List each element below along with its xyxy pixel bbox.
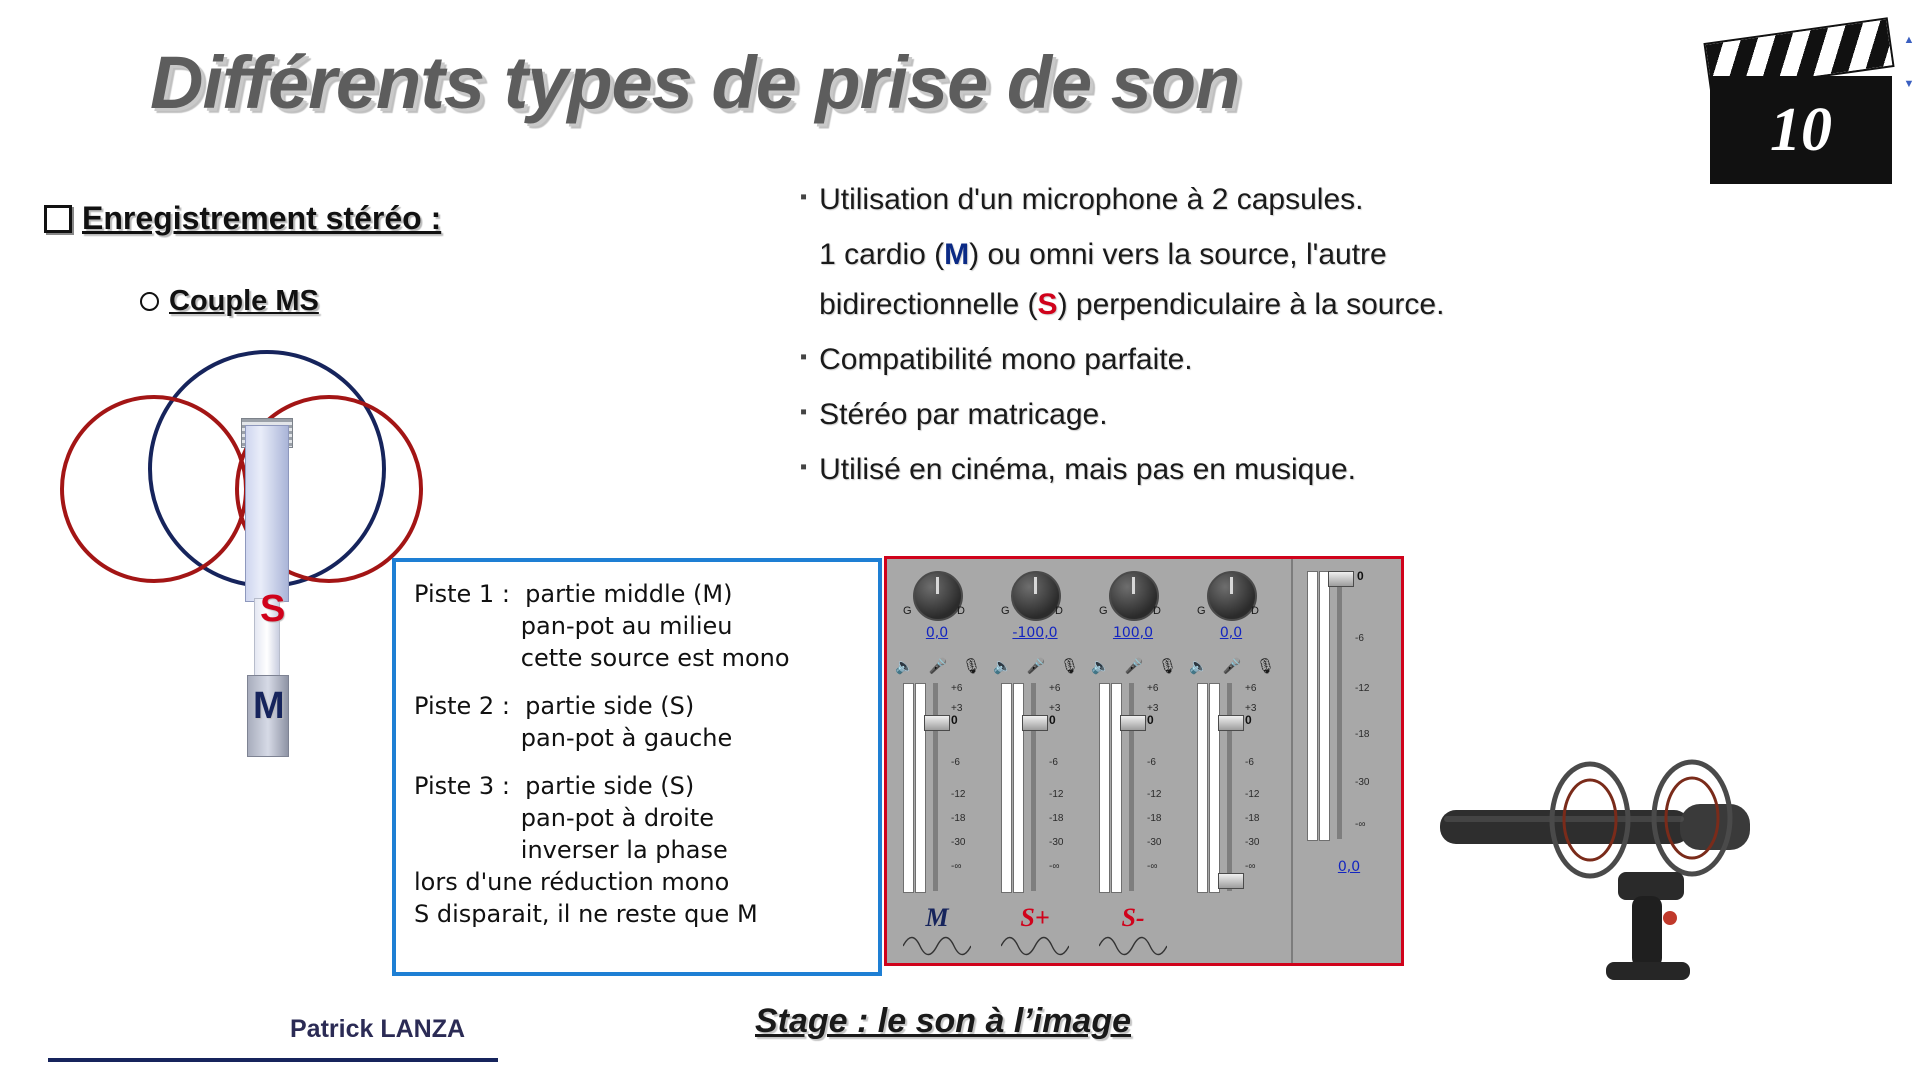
- scroll-mark-top-icon: ▲: [1903, 34, 1915, 46]
- scale-tick: -6: [1049, 757, 1058, 768]
- master-fader-track[interactable]: [1337, 571, 1342, 839]
- track-line: Piste 3 : partie side (S): [414, 772, 695, 800]
- master-fader-scale: [1355, 571, 1389, 839]
- pan-knob[interactable]: [1207, 571, 1257, 621]
- scale-tick: -30: [951, 837, 966, 848]
- scale-tick: +3: [1049, 703, 1061, 714]
- bullet-text-pre: 1 cardio (: [819, 238, 945, 271]
- pan-value[interactable]: 100,0: [1112, 625, 1154, 641]
- scale-tick: -30: [1355, 777, 1370, 788]
- scale-tick: +6: [1245, 683, 1257, 694]
- channel-label: M: [925, 903, 949, 932]
- scale-tick: -∞: [1147, 861, 1158, 872]
- list-item: [800, 445, 1700, 495]
- track-line: S disparait, il ne reste que M: [414, 900, 758, 928]
- bullet-text-pre: bidirectionnelle (: [819, 288, 1038, 321]
- bullet-text: Stéréo par matricage.: [819, 398, 1108, 431]
- clapper-body: [1710, 76, 1892, 184]
- bullet-text: Utilisé en cinéma, mais pas en musique.: [819, 453, 1357, 486]
- input-icon[interactable]: 🎙: [1255, 658, 1275, 675]
- scale-tick: -30: [1049, 837, 1064, 848]
- checkbox-bullet-icon: [44, 205, 72, 233]
- pan-right-label: D: [1055, 605, 1063, 617]
- pan-right-label: D: [957, 605, 965, 617]
- fader-scale: [951, 683, 985, 891]
- mixer-channel-strips: [887, 559, 1287, 963]
- heading-enregistrement-stereo: [44, 200, 441, 237]
- input-icon[interactable]: 🎙: [1157, 658, 1177, 675]
- master-meter-left: [1307, 571, 1318, 841]
- figure8-lobe-left: [60, 395, 248, 583]
- list-item: [800, 175, 1700, 225]
- scale-tick: +6: [1147, 683, 1159, 694]
- fader-area[interactable]: [1091, 683, 1179, 898]
- microphone-body-icon: [245, 425, 289, 602]
- channel-toolbar[interactable]: [993, 657, 1079, 675]
- input-icon[interactable]: 🎙: [961, 658, 981, 675]
- footer-title: Stage : le son à l’image: [755, 1002, 1132, 1040]
- scale-tick: +6: [951, 683, 963, 694]
- heading-enregistrement-stereo-label: Enregistrement stéréo :: [82, 200, 442, 236]
- fader-scale: [1049, 683, 1083, 891]
- scale-tick: +3: [1245, 703, 1257, 714]
- fader-scale: [1245, 683, 1279, 891]
- scale-tick: -18: [1355, 729, 1370, 740]
- waveform-icon: [1099, 933, 1167, 959]
- label-m: M: [944, 238, 970, 271]
- master-fader-handle[interactable]: [1328, 571, 1354, 587]
- scale-tick: -6: [1147, 757, 1156, 768]
- scale-tick: -18: [1245, 813, 1260, 824]
- scale-tick: -∞: [951, 861, 962, 872]
- mixer-master-strip[interactable]: [1291, 559, 1405, 963]
- scale-tick: -18: [1049, 813, 1064, 824]
- track-instructions-box: [392, 558, 882, 976]
- mic-icon[interactable]: 🎤: [1222, 658, 1242, 675]
- scale-tick: +3: [1147, 703, 1159, 714]
- page-title: Différents types de prise de son: [150, 41, 1240, 124]
- master-fader-value: 0: [1357, 569, 1364, 583]
- master-meter-right: [1319, 571, 1330, 841]
- list-item: [800, 390, 1700, 440]
- square-bullet-icon: ▪: [800, 346, 808, 368]
- spacer: [414, 754, 868, 770]
- fader-value: 0: [1147, 713, 1154, 727]
- level-meter-left: [1099, 683, 1110, 893]
- track-line: pan-pot à droite: [414, 804, 715, 832]
- circle-bullet-icon: [140, 292, 159, 311]
- bullet-text: [819, 230, 1444, 330]
- scale-tick: -12: [1049, 789, 1064, 800]
- fader-scale: [1147, 683, 1181, 891]
- diagram-label-m: M: [253, 685, 285, 727]
- channel-label: S+: [1020, 903, 1050, 932]
- waveform-icon: [903, 933, 971, 959]
- fader-handle[interactable]: [1218, 715, 1244, 731]
- mic-handle-group: [1606, 872, 1690, 980]
- fader-area[interactable]: [895, 683, 983, 898]
- mic-icon[interactable]: 🎤: [928, 658, 948, 675]
- scale-tick: -18: [1147, 813, 1162, 824]
- pan-left-label: G: [903, 605, 912, 617]
- channel-toolbar[interactable]: [1189, 657, 1275, 675]
- pan-value[interactable]: 0,0: [1219, 625, 1243, 641]
- pan-knob[interactable]: [1011, 571, 1061, 621]
- pan-knob[interactable]: [913, 571, 963, 621]
- pan-left-label: G: [1099, 605, 1108, 617]
- scale-tick: -6: [1355, 633, 1364, 644]
- fader-value: 0: [1049, 713, 1056, 727]
- track-line: pan-pot à gauche: [414, 724, 733, 752]
- scale-tick: -12: [951, 789, 966, 800]
- heading-couple-ms: [140, 285, 319, 318]
- mic-tube-group: [1440, 804, 1750, 850]
- scale-tick: -∞: [1049, 861, 1060, 872]
- pan-left-label: G: [1001, 605, 1010, 617]
- scale-tick: -30: [1147, 837, 1162, 848]
- scale-tick: -∞: [1355, 819, 1366, 830]
- pan-right-label: D: [1153, 605, 1161, 617]
- pan-left-label: G: [1197, 605, 1206, 617]
- speaker-icon[interactable]: 🔈: [993, 658, 1012, 675]
- scale-tick: -12: [1245, 789, 1260, 800]
- mixer-panel: [884, 556, 1404, 966]
- speaker-icon[interactable]: 🔈: [1091, 658, 1110, 675]
- shotgun-microphone-photo: [1430, 700, 1830, 1000]
- scale-tick: -6: [1245, 757, 1254, 768]
- level-meter-left: [1197, 683, 1208, 893]
- track-line: cette source est mono: [414, 644, 790, 672]
- square-bullet-icon: ▪: [800, 186, 808, 208]
- speaker-icon[interactable]: 🔈: [895, 658, 914, 675]
- footer-divider: [48, 1058, 498, 1062]
- pan-knob[interactable]: [1109, 571, 1159, 621]
- scale-tick: -∞: [1245, 861, 1256, 872]
- mixer-channel-2[interactable]: [987, 565, 1083, 959]
- list-item: [800, 230, 1700, 330]
- fader-value: 0: [951, 713, 958, 727]
- footer-author: Patrick LANZA: [290, 1015, 466, 1043]
- fader-handle[interactable]: [1120, 715, 1146, 731]
- fader-area[interactable]: [1189, 683, 1277, 898]
- bullet-text-post: ) ou omni vers la source, l'autre: [969, 238, 1387, 271]
- track-line: pan-pot au milieu: [414, 612, 733, 640]
- pan-value[interactable]: -100,0: [1012, 625, 1058, 641]
- input-icon[interactable]: 🎙: [1059, 658, 1079, 675]
- master-value[interactable]: 0,0: [1337, 859, 1361, 875]
- fader-handle-secondary[interactable]: [1218, 873, 1244, 889]
- square-bullet-icon: ▪: [800, 401, 808, 423]
- fader-handle[interactable]: [1022, 715, 1048, 731]
- track-line: Piste 1 : partie middle (M): [414, 580, 733, 608]
- pan-value[interactable]: 0,0: [925, 625, 949, 641]
- diagram-label-s: S: [260, 588, 286, 630]
- pan-right-label: D: [1251, 605, 1259, 617]
- mixer-channel-3[interactable]: [1085, 565, 1181, 959]
- track-line: Piste 2 : partie side (S): [414, 692, 695, 720]
- scale-tick: -6: [951, 757, 960, 768]
- speaker-icon[interactable]: 🔈: [1189, 658, 1208, 675]
- mixer-channel-1[interactable]: [889, 565, 985, 959]
- fader-area[interactable]: [993, 683, 1081, 898]
- scale-tick: -30: [1245, 837, 1260, 848]
- bullet-text: Compatibilité mono parfaite.: [819, 343, 1193, 376]
- clapperboard-icon: [1700, 30, 1890, 190]
- waveform-icon: [1001, 933, 1069, 959]
- label-s: S: [1037, 288, 1058, 321]
- fader-handle[interactable]: [924, 715, 950, 731]
- fader-value: 0: [1245, 713, 1252, 727]
- scale-tick: +3: [951, 703, 963, 714]
- mic-icon[interactable]: 🎤: [1124, 658, 1144, 675]
- bullet-text: Utilisation d'un microphone à 2 capsules.: [819, 183, 1364, 216]
- list-item: [800, 335, 1700, 385]
- scale-tick: -18: [951, 813, 966, 824]
- level-meter-left: [1001, 683, 1012, 893]
- channel-toolbar[interactable]: [895, 657, 981, 675]
- slide-number: 10: [1770, 96, 1832, 164]
- scale-tick: -12: [1147, 789, 1162, 800]
- square-bullet-icon: ▪: [800, 456, 808, 478]
- channel-label: S-: [1121, 903, 1145, 932]
- spacer: [414, 674, 868, 690]
- scroll-mark-bottom-icon: ▼: [1903, 78, 1915, 90]
- scale-tick: +6: [1049, 683, 1061, 694]
- bullet-text-post: ) perpendiculaire à la source.: [1057, 288, 1445, 321]
- bullet-list: [800, 175, 1700, 500]
- track-line: inverser la phase: [414, 836, 728, 864]
- channel-toolbar[interactable]: [1091, 657, 1177, 675]
- mixer-channel-4[interactable]: [1183, 565, 1279, 959]
- mic-icon[interactable]: 🎤: [1026, 658, 1046, 675]
- level-meter-left: [903, 683, 914, 893]
- track-line: lors d'une réduction mono: [414, 868, 730, 896]
- scale-tick: -12: [1355, 683, 1370, 694]
- heading-couple-ms-label: Couple MS: [169, 285, 319, 317]
